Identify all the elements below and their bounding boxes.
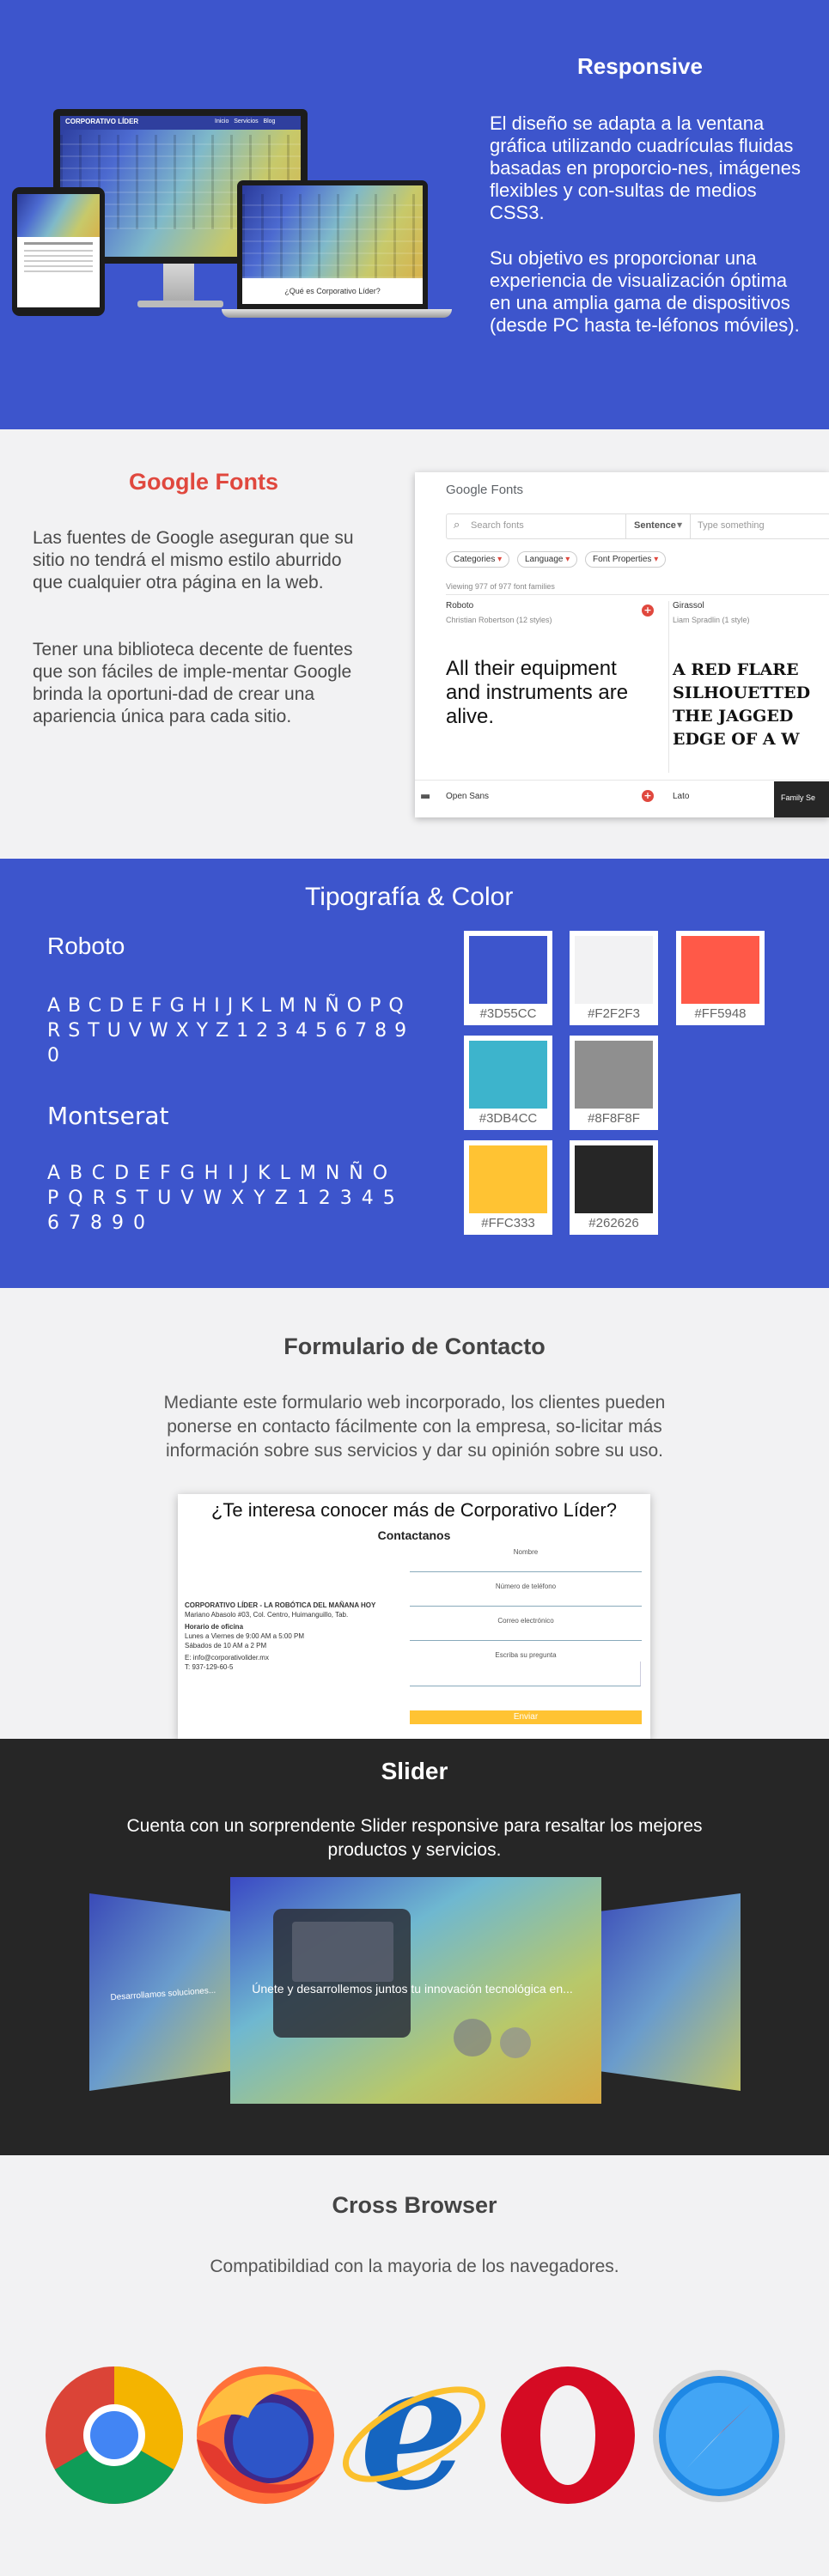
gf-family-selected: Family Se: [781, 793, 816, 802]
opera-icon: [500, 2366, 636, 2505]
google-fonts-title: Google Fonts: [129, 469, 278, 495]
gf-sentence-select[interactable]: Sentence: [634, 520, 676, 531]
gf-font3-name: Open Sans: [446, 792, 490, 801]
ie-icon: [337, 2353, 491, 2516]
gf-font-card-girassol[interactable]: [673, 601, 829, 773]
chevron-down-icon: ▼: [677, 521, 683, 529]
color-swatch-label: #262626: [588, 1216, 639, 1230]
slider-description: Cuenta con un sorprendente Slider responsive para resaltar los mejores productos y servicios.: [126, 1816, 703, 1860]
gf-type-input[interactable]: Type something: [698, 520, 765, 531]
feedback-icon[interactable]: ▬: [420, 790, 431, 803]
gf-font-card-roboto[interactable]: [446, 601, 652, 773]
gf-font1-author: Christian Robertson (12 styles): [446, 616, 552, 624]
chrome-icon: [45, 2366, 184, 2505]
responsive-paragraph-2: Su objetivo es proporcionar una experiencia de visualización óptima en una amplia gama de dispositivos (desde PC hasta te-léfonos móviles).: [490, 247, 800, 336]
contact-email[interactable]: E: info@corporativolider.mx: [185, 1654, 269, 1662]
form-subheading: Contactanos: [377, 1528, 451, 1542]
slider-carousel[interactable]: [86, 1874, 743, 2106]
contact-phone[interactable]: T: 937-129-60-5: [185, 1663, 234, 1671]
contact-title: Formulario de Contacto: [283, 1334, 546, 1359]
gf-font4-name: Lato: [673, 792, 690, 801]
color-swatch-label: #FF5948: [694, 1006, 747, 1021]
cross-browser-description: Compatibildiad con la mayoria de los navegadores.: [210, 2257, 619, 2276]
gf-font1-name: Roboto: [446, 601, 474, 611]
color-swatch-fill: [575, 1041, 653, 1109]
gf-family-selected-bar[interactable]: [774, 781, 829, 817]
mockup-tagline: ¿Qué es Corporativo Líder?: [284, 287, 381, 295]
phone-field-label: Número de teléfono: [495, 1583, 557, 1590]
google-fonts-section: [0, 429, 829, 859]
add-icon[interactable]: +: [642, 605, 654, 617]
phone-field[interactable]: [410, 1606, 642, 1607]
slide-left-caption: Desarrollamos soluciones...: [110, 1985, 216, 2003]
typography-title: Tipografía & Color: [305, 883, 514, 911]
form-heading: ¿Te interesa conocer más de Corporativo Líder?: [210, 1499, 617, 1521]
mockup-nav-3: Blog: [263, 118, 276, 125]
devices-mockup: [0, 107, 455, 335]
slide-main-caption: Únete y desarrollemos juntos tu innovación tecnológica en...: [252, 1982, 573, 1996]
company-name: CORPORATIVO LÍDER - LA ROBÓTICA DEL MAÑANA HOY: [185, 1601, 376, 1609]
color-swatch: [570, 1140, 658, 1235]
color-swatch-fill: [575, 1145, 653, 1213]
google-fonts-paragraph-2: Tener una biblioteca decente de fuentes que son fáciles de imple-mentar Google brinda la oportuni-dad de crear una apariencia única para cada sitio.: [33, 640, 353, 726]
color-swatch: [570, 1036, 658, 1130]
gf-search-input[interactable]: Search fonts: [471, 520, 524, 531]
submit-button[interactable]: Enviar: [410, 1710, 642, 1724]
laptop: [237, 180, 428, 309]
color-swatch-fill: [469, 1041, 547, 1109]
email-field-label: Correo electrónico: [497, 1617, 554, 1625]
wheel-shape: [454, 2019, 491, 2057]
email-field[interactable]: [410, 1640, 642, 1641]
color-swatch-label: #FFC333: [481, 1216, 535, 1230]
font1-alphabet: ABCDEFGHIJKLMNÑOPQRSTUVWXYZ1234567890: [47, 995, 415, 1066]
mockup-nav-2: Servicios: [234, 118, 259, 125]
gf-font2-author: Liam Spradlin (1 style): [673, 616, 750, 624]
color-swatch-fill: [469, 936, 547, 1004]
contact-description: Mediante este formulario web incorporado, los clientes pueden ponerse en contacto fácilmente con la empresa, so-licitar más información sobre sus servicios y dar su opinión sobre su uso.: [163, 1393, 666, 1461]
add-icon[interactable]: +: [642, 790, 654, 802]
google-fonts-paragraph-1: Las fuentes de Google aseguran que su sitio no tendrá el mismo estilo aburrido que cualquier otra página en la web.: [33, 528, 354, 592]
svg-text:e: e: [359, 2353, 469, 2516]
monitor-base: [137, 301, 223, 307]
gf-filter-language[interactable]: Language ▾: [517, 551, 577, 568]
monitor-stand: [163, 264, 194, 302]
gf-viewing-count: Viewing 977 of 977 font families: [446, 582, 555, 591]
question-field[interactable]: [410, 1662, 641, 1686]
responsive-section: [0, 0, 829, 429]
gf-logo: Google: [446, 483, 488, 497]
slide-right: [593, 1893, 741, 2091]
color-swatch-label: #3DB4CC: [479, 1111, 538, 1126]
responsive-paragraph-1: El diseño se adapta a la ventana gráfica utilizando cuadrículas fluidas basadas en proporcio-nes, imágenes flexibles y con-sultas de medios CSS3.: [490, 112, 802, 223]
font1-name: Roboto: [47, 933, 125, 959]
responsive-title: Responsive: [577, 53, 703, 79]
color-swatch: [464, 931, 552, 1025]
color-swatch-label: #F2F2F3: [588, 1006, 640, 1021]
contact-form-card: [178, 1494, 650, 1739]
slider-section: [0, 1739, 829, 2155]
safari-icon: [651, 2368, 787, 2504]
hours-weekday: Lunes a Viernes de 9:00 AM a 5:00 PM: [185, 1632, 305, 1640]
hours-saturday: Sábados de 10 AM a 2 PM: [185, 1642, 267, 1649]
slider-title: Slider: [381, 1758, 448, 1784]
color-swatch: [570, 931, 658, 1025]
laptop-base: [222, 309, 452, 318]
search-icon: ⌕: [454, 519, 460, 532]
mockup-nav-1: Inicio: [215, 118, 229, 125]
company-address: Mariano Abasolo #03, Col. Centro, Huimanguillo, Tab.: [185, 1611, 349, 1619]
color-swatch: [464, 1036, 552, 1130]
color-swatch-fill: [469, 1145, 547, 1213]
color-swatch-fill: [575, 936, 653, 1004]
name-field-label: Nombre: [513, 1548, 539, 1556]
cross-browser-title: Cross Browser: [332, 2192, 497, 2218]
color-swatch: [464, 1140, 552, 1235]
cross-browser-section: [0, 2155, 829, 2576]
gf-logo-suffix: Fonts: [491, 483, 524, 497]
name-field[interactable]: [410, 1571, 642, 1572]
mockup-brand: CORPORATIVO LÍDER: [65, 118, 139, 125]
question-field-label: Escriba su pregunta: [495, 1651, 557, 1659]
gf-font2-sample: A RED FLARE SILHOUETTED THE JAGGED EDGE OF A W: [673, 660, 811, 749]
google-fonts-card: [415, 472, 829, 817]
color-swatch-label: #3D55CC: [479, 1006, 537, 1021]
gf-filter-categories[interactable]: Categories ▾: [446, 551, 509, 568]
contact-section: [0, 1288, 829, 1739]
typography-section: [0, 859, 829, 1288]
color-swatch-fill: [681, 936, 759, 1004]
hours-title: Horario de oficina: [185, 1623, 244, 1631]
font2-name: Montserat: [47, 1102, 169, 1130]
tablet: [12, 187, 105, 316]
font2-alphabet: ABCDEFGHIJKLMNÑOPQRSTUVWXYZ1234567890: [47, 1163, 405, 1234]
gf-font1-sample: All their equipment and instruments are alive.: [446, 657, 629, 728]
firefox-icon: [196, 2366, 335, 2505]
color-swatch-label: #8F8F8F: [588, 1111, 640, 1126]
gf-font2-name: Girassol: [673, 601, 704, 611]
gf-search-bar: [446, 513, 829, 539]
color-swatch: [676, 931, 765, 1025]
gf-filter-font-properties[interactable]: Font Properties ▾: [585, 551, 666, 568]
